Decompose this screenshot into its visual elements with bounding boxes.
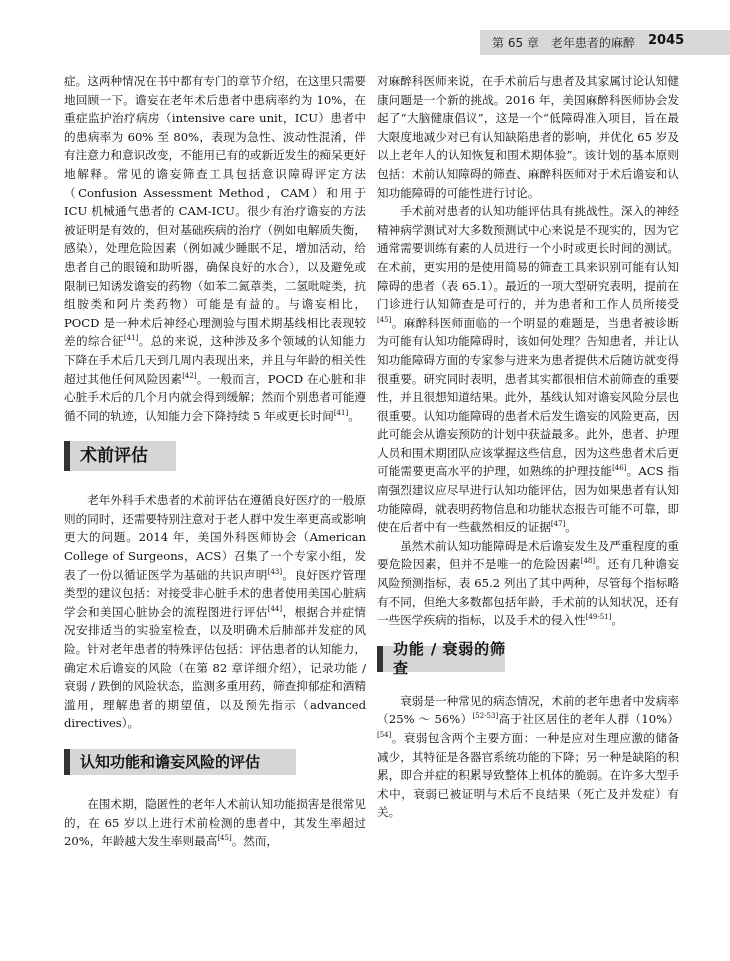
citation: [45] bbox=[377, 315, 392, 324]
paragraph bbox=[64, 491, 366, 733]
text-run: 老年外科手术患者的术前评估在遵循良好医疗的一般原则的同时，还需要特别注意对于老人群中发生率更高或影响更大的问题。2014 年，美国外科医师协会（American College of Surgeons，ACS）召集了一个专家小组，发表了一份以循证医学为基础的共识声明 bbox=[64, 493, 366, 582]
section-heading-cognition bbox=[64, 749, 296, 775]
text-run: 。ACS 指南强烈建议应尽早进行认知功能评估，因为如果患者有认知功能障碍，就表明药物信息和功能状态报告可能不可靠，即使在后者中有一些截然相反的证据 bbox=[377, 464, 679, 535]
citation: [54] bbox=[377, 731, 392, 740]
text-run: 虽然术前认知功能障碍是术后谵妄发生及严重程度的重要危险因素，但并不是唯一的危险因素 bbox=[377, 538, 679, 572]
page-number: 2045 bbox=[648, 33, 685, 48]
text-run: 。良好医疗管理类型的建议包括：对接受非心脏手术的患者使用美国心脏病学会和美国心脏协会的流程图进行评估 bbox=[64, 567, 366, 619]
text-run: 衰弱是一种常见的病态情况，术前的老年患者中发病率（25% ～ 56%） bbox=[377, 693, 679, 727]
paragraph bbox=[64, 72, 366, 425]
right-column bbox=[377, 72, 679, 822]
text-run: 。 bbox=[348, 408, 360, 423]
text-run: 。 bbox=[565, 520, 577, 535]
text-run: 。 bbox=[611, 613, 623, 628]
citation: [41] bbox=[333, 408, 349, 417]
text-run: 。衰弱包含两个主要方面：一种是应对生理应激的储备减少，其特征是各器官系统功能的下降；另一种是缺陷的积累，即合并症的积累导致整体上机体的脆弱。在许多大型手术中，衰弱已被证明与术后不良结果（死亡及并发症）有关。 bbox=[377, 731, 679, 820]
text-run: 。然而， bbox=[231, 834, 279, 849]
heading-text: 术前评估 bbox=[80, 445, 148, 466]
section-heading-frailty bbox=[377, 640, 505, 677]
text-run: 在围术期，隐匿性的老年人术前认知功能损害是很常见的，在 65 岁以上进行术前检测的患者中，其发生率超过 20%，年龄越大发生率则最高 bbox=[64, 797, 366, 849]
text-run: 手术前对患者的认知功能评估具有挑战性。深入的神经精神病学测试对大多数预测试中心来说是不现实的，因为它通常需要训练有素的人员进行一个小时或更长时间的测试。在术前，更实用的是使用简易的筛查工具来识别可能有认知障碍的患者（表 65.1）。最近的一项大型研究表明，提前在门诊进行认知筛查是可行的，并为患者和工作人员所接受 bbox=[377, 204, 679, 312]
text-run: 高于社区居住的老年人群（10%） bbox=[498, 712, 679, 727]
citation: [47] bbox=[550, 520, 566, 529]
citation: [41] bbox=[123, 334, 139, 343]
citation: [44] bbox=[267, 604, 283, 613]
paragraph: 对麻醉科医师来说，在手术前后与患者及其家属讨论认知健康问题是一个新的挑战。2016 年，美国麻醉科医师协会发起了“大脑健康倡议”，这是一个“低障碍准入项目，旨在最大限度地减少对已有认知缺陷患者的影响，并优化 65 岁及以上老年人的认知恢复和围术期体验”。该计划的基本原则包括：术前认知障碍的筛查、麻醉科医师对于术后谵妄和认知功能障碍的可能性进行讨论。 bbox=[377, 74, 679, 200]
citation: [43] bbox=[267, 567, 283, 576]
citation: [42] bbox=[182, 371, 197, 380]
citation: [52-53] bbox=[472, 712, 499, 721]
text-run: 。一般而言，POCD 在心脏和非心脏手术后的几个月内就会得到缓解；然而个别患者可能遵循不同的轨迹，认知能力会下降持续 5 年或更长时间 bbox=[64, 371, 366, 423]
text-run: ，根据合并症情况安排适当的实验室检查，以及明确术后肺部并发症的风险。针对老年患者的特殊评估包括：评估患者的认知能力，确定术后谵妄的风险（在第 82 章详细介绍），记录功能 / 衰弱 / 跌倒的风险状态，监测多重用药，筛查抑郁症和酒精滥用，理解患者的期望值，以及预先指示（advanced directives）。 bbox=[64, 604, 366, 731]
paragraph bbox=[377, 202, 679, 537]
heading-text: 认知功能和谵妄风险的评估 bbox=[80, 752, 261, 771]
citation: [48] bbox=[580, 557, 596, 566]
text-run: 。总的来说，这种涉及多个领域的认知能力下降在手术后几天到几周内表现出来，并且与年龄的相关性超过其他任何风险因素 bbox=[64, 334, 366, 386]
section-heading-preop bbox=[64, 441, 176, 471]
citation: [45] bbox=[217, 834, 232, 843]
text-run: 。还有几种谵妄风险预测指标，表 65.2 列出了其中两种，尽管每个指标略有不同，但绝大多数都包括年龄，手术前的认知状况，还有一些医学疾病的指标，以及手术的侵入性 bbox=[377, 557, 679, 628]
citation: [49-51] bbox=[585, 613, 612, 622]
citation: [46] bbox=[612, 464, 627, 473]
left-column bbox=[64, 72, 366, 851]
heading-text: 功能 / 衰弱的筛查 bbox=[393, 640, 505, 677]
paragraph bbox=[377, 692, 679, 822]
running-header bbox=[0, 30, 730, 55]
chapter-title: 第 65 章 老年患者的麻醉 bbox=[492, 36, 635, 50]
paragraph bbox=[64, 795, 366, 851]
text-run: 。麻醉科医师面临的一个明显的难题是，当患者被诊断为可能有认知功能障碍时，该如何处理？告知患者，并让认知功能障碍方面的专家参与进来为患者提供术后随访就变得很重要。研究同时表明，患者其实都很相信术前筛查的重要性，并且很想知道结果。此外，基线认知对谵妄风险分层也很重要。认知功能障碍的患者术后发生谵妄的风险更高，因此可能会从谵妄预防的计划中获益最多。此外，患者、护理人员和围术期团队应该掌握这些信息，因为这些患者术后更可能需要更高水平的护理，如熟练的护理技能 bbox=[377, 315, 679, 479]
text-run: 症。这两种情况在书中都有专门的章节介绍，在这里只需要地回顾一下。谵妄在老年术后患者中患病率约为 10%，在重症监护治疗病房（intensive care unit，ICU）患者中的患病率为 60% 至 80%，表现为急性、波动性混淆，伴有注意力和意识改变，不能用已有的或新近发生的痴呆更好地解释。常见的谵妄筛查工具包括意识障碍评定方法（Confusion Assessment Method，CAM）和用于 ICU 机械通气患者的 CAM-ICU。很少有治疗谵妄的方法被证明是有效的，但对基础疾病的治疗（例如电解质失衡，感染），处理危险因素（例如减少睡眠不足，增加活动，给患者自己的眼镜和助听器，确保良好的水合），以及避免或限制已知诱发谵妄的药物（如苯二氮䓬类，二氢吡啶类，抗组胺类和阿片类药物）可能是有益的。与谵妄相比，POCD 是一种术后神经心理测验与围术期基线相比表现较差的综合征 bbox=[64, 74, 366, 349]
paragraph bbox=[377, 537, 679, 630]
